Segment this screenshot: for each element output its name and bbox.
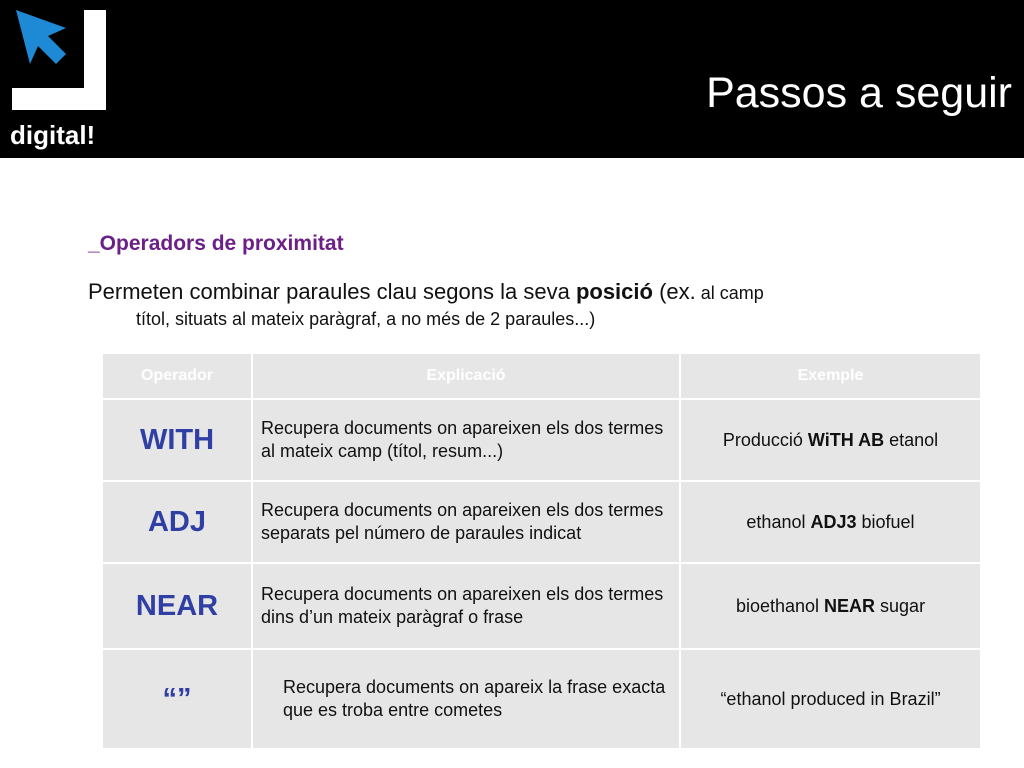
example-cell <box>680 563 981 649</box>
intro-text-small: al camp <box>695 283 764 303</box>
example-operator: WiTH AB <box>807 430 885 450</box>
example-pre: Producció <box>722 430 808 450</box>
logo-text: digital! <box>10 120 96 150</box>
intro-text-mid: (ex. <box>652 279 696 304</box>
header-bar <box>0 0 1024 158</box>
example-post: sugar <box>875 596 926 616</box>
header-exemple: Exemple <box>680 353 981 399</box>
table-row <box>102 563 981 649</box>
operator-cell: NEAR <box>102 563 252 649</box>
example-pre: bioethanol <box>735 596 825 616</box>
example-cell <box>680 649 981 749</box>
example-operator: ADJ3 <box>810 512 857 532</box>
intro-bold-word: posició <box>575 279 653 304</box>
intro-paragraph <box>88 278 968 331</box>
explanation-cell: Recupera documents on apareix la frase exacta que es troba entre cometes <box>252 649 680 749</box>
example-post: biofuel <box>856 512 915 532</box>
intro-text-start: Permeten combinar paraules clau segons la seva <box>88 279 576 304</box>
explanation-cell: Recupera documents on apareixen els dos termes al mateix camp (títol, resum...) <box>252 399 680 481</box>
example-operator: NEAR <box>824 596 876 616</box>
example-pre: ethanol <box>746 512 811 532</box>
table-header-row <box>102 353 981 399</box>
example-post: etanol <box>884 430 939 450</box>
explanation-cell: Recupera documents on apareixen els dos termes dins d’un mateix paràgraf o frase <box>252 563 680 649</box>
example-cell <box>680 399 981 481</box>
example-pre: “ethanol produced in Brazil” <box>720 689 941 709</box>
explanation-cell: Recupera documents on apareixen els dos termes separats pel número de paraules indicat <box>252 481 680 563</box>
table-row <box>102 399 981 481</box>
cursor-logo-icon <box>8 6 112 114</box>
operator-cell: ADJ <box>102 481 252 563</box>
operators-table <box>101 352 982 750</box>
example-cell <box>680 481 981 563</box>
intro-line-1 <box>88 278 968 307</box>
intro-line-2: títol, situats al mateix paràgraf, a no més de 2 paraules...) <box>136 309 596 329</box>
table-row <box>102 649 981 749</box>
table-row <box>102 481 981 563</box>
logo <box>8 6 118 152</box>
header-operador: Operador <box>102 353 252 399</box>
header-explicacio: Explicació <box>252 353 680 399</box>
operator-cell: “” <box>102 649 252 749</box>
page-title: Passos a seguir <box>706 69 1012 117</box>
operator-cell: WITH <box>102 399 252 481</box>
section-heading: _Operadors de proximitat <box>88 232 344 255</box>
